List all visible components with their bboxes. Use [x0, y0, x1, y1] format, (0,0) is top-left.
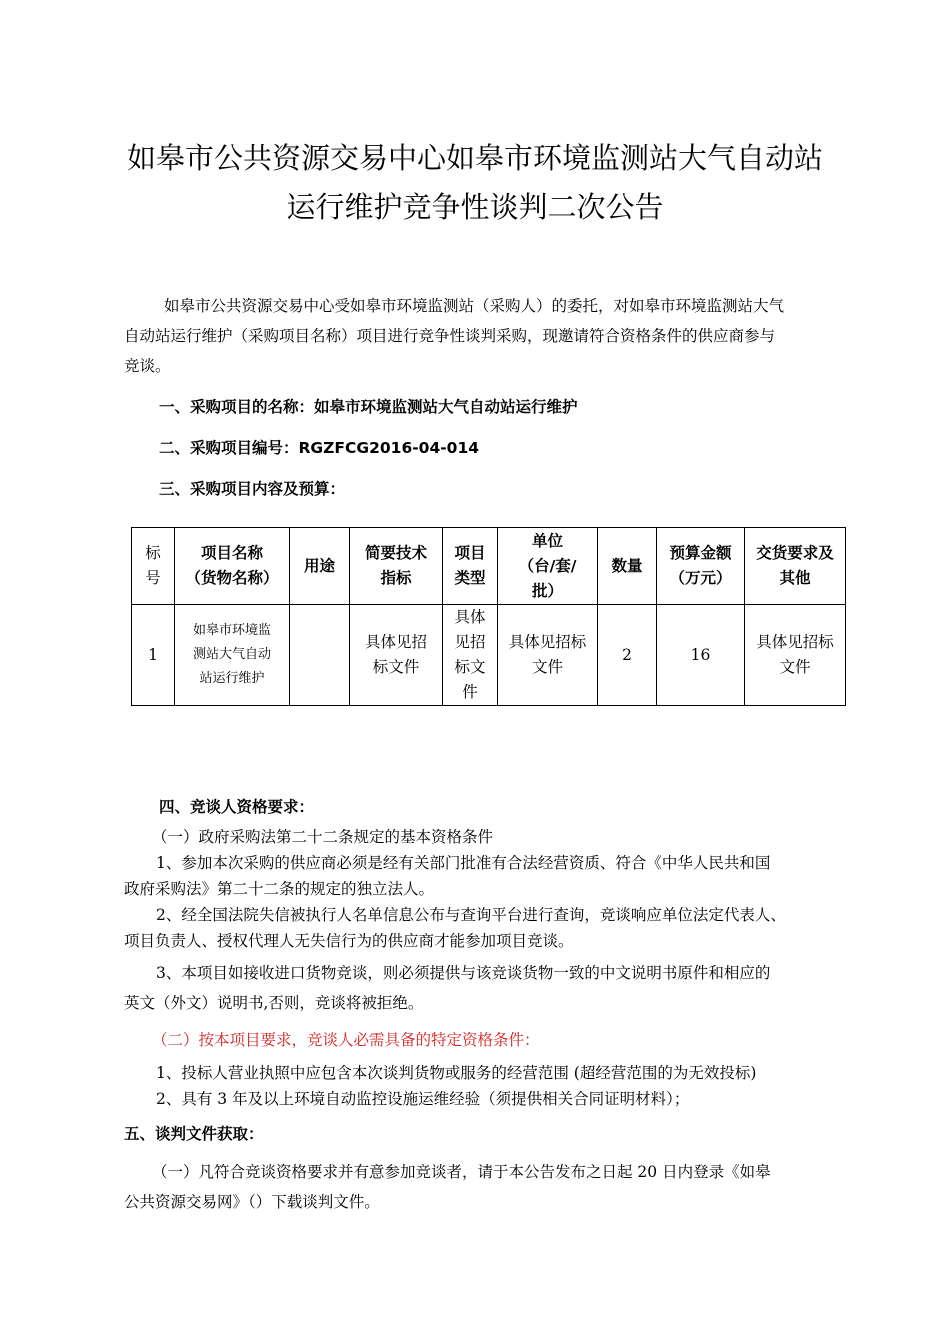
- section-4-heading: 四、竞谈人资格要求：: [159, 798, 315, 816]
- section-4-spec-2: 2、具有 3 年及以上环境自动监控设施运维经验（须提供相关合同证明材料）；: [156, 1090, 690, 1108]
- section-4-item-1-line-2: 政府采购法》第二十二条的规定的独立法人。: [124, 880, 435, 898]
- header-delivery: 交货要求及 其他: [745, 528, 846, 605]
- cell-item-name: 如皋市环境监 测站大气自动 站运行维护: [175, 605, 290, 706]
- section-5-heading: 五、谈判文件获取：: [124, 1125, 264, 1143]
- cell-use: [290, 605, 350, 706]
- section-4-item-3-line-2: 英文（外文）说明书,否则，竞谈将被拒绝。: [124, 994, 424, 1012]
- section-3-heading: 三、采购项目内容及预算：: [159, 480, 346, 498]
- table-header-row: [132, 528, 846, 605]
- section-4-item-2-line-1: 2、经全国法院失信被执行人名单信息公布与查询平台进行查询，竞谈响应单位法定代表人、: [156, 906, 786, 924]
- header-budget: 预算金额 （万元）: [657, 528, 745, 605]
- intro-line-3: 竞谈。: [124, 357, 171, 375]
- header-no: 标 号: [132, 528, 175, 605]
- section-4-item-2-line-2: 项目负责人、授权代理人无失信行为的供应商才能参加项目竞谈。: [124, 932, 574, 950]
- section-4-sub-2-highlight: （二）按本项目要求，竞谈人必需具备的特定资格条件：: [152, 1031, 540, 1049]
- section-2-project-number: 二、采购项目编号：RGZFCG2016-04-014: [159, 439, 480, 457]
- header-use: 用途: [290, 528, 350, 605]
- cell-unit: 具体见招标 文件: [498, 605, 598, 706]
- table-row: [132, 605, 846, 706]
- cell-quantity: 2: [598, 605, 657, 706]
- cell-project-type: 具体 见招 标文 件: [443, 605, 498, 706]
- header-quantity: 数量: [598, 528, 657, 605]
- section-1-project-name: 一、采购项目的名称：如皋市环境监测站大气自动站运行维护: [159, 398, 578, 416]
- header-unit: 单位 （台/套/ 批）: [498, 528, 598, 605]
- section-4-item-3-line-1: 3、本项目如接收进口货物竞谈，则必须提供与该竞谈货物一致的中文说明书原件和相应的: [156, 964, 771, 982]
- cell-tech-spec: 具体见招 标文件: [350, 605, 443, 706]
- header-item-name: 项目名称 （货物名称）: [175, 528, 290, 605]
- cell-budget: 16: [657, 605, 745, 706]
- project-budget-table: [131, 527, 846, 706]
- section-4-item-1-line-1: 1、参加本次采购的供应商必须是经有关部门批准有合法经营资质、符合《中华人民共和国: [156, 854, 771, 872]
- cell-no: 1: [132, 605, 175, 706]
- document-title-line-1: 如皋市公共资源交易中心如皋市环境监测站大气自动站: [126, 141, 823, 175]
- header-project-type: 项目 类型: [443, 528, 498, 605]
- intro-line-2: 自动站运行维护（采购项目名称）项目进行竞争性谈判采购，现邀请符合资格条件的供应商参与: [124, 327, 776, 345]
- section-4-spec-1: 1、投标人营业执照中应包含本次谈判货物或服务的经营范围 (超经营范围的为无效投标): [156, 1064, 757, 1082]
- section-4-sub-1: （一）政府采购法第二十二条规定的基本资格条件: [152, 828, 494, 846]
- header-tech-spec: 简要技术 指标: [350, 528, 443, 605]
- intro-line-1: 如皋市公共资源交易中心受如皋市环境监测站（采购人）的委托，对如皋市环境监测站大气: [164, 297, 785, 315]
- cell-delivery: 具体见招标 文件: [745, 605, 846, 706]
- document-title-line-2: 运行维护竞争性谈判二次公告: [286, 190, 664, 224]
- section-5-line-1: （一）凡符合竞谈资格要求并有意参加竞谈者，请于本公告发布之日起 20 日内登录《如皋: [152, 1163, 771, 1181]
- section-5-line-2: 公共资源交易网》（）下载谈判文件。: [124, 1193, 380, 1211]
